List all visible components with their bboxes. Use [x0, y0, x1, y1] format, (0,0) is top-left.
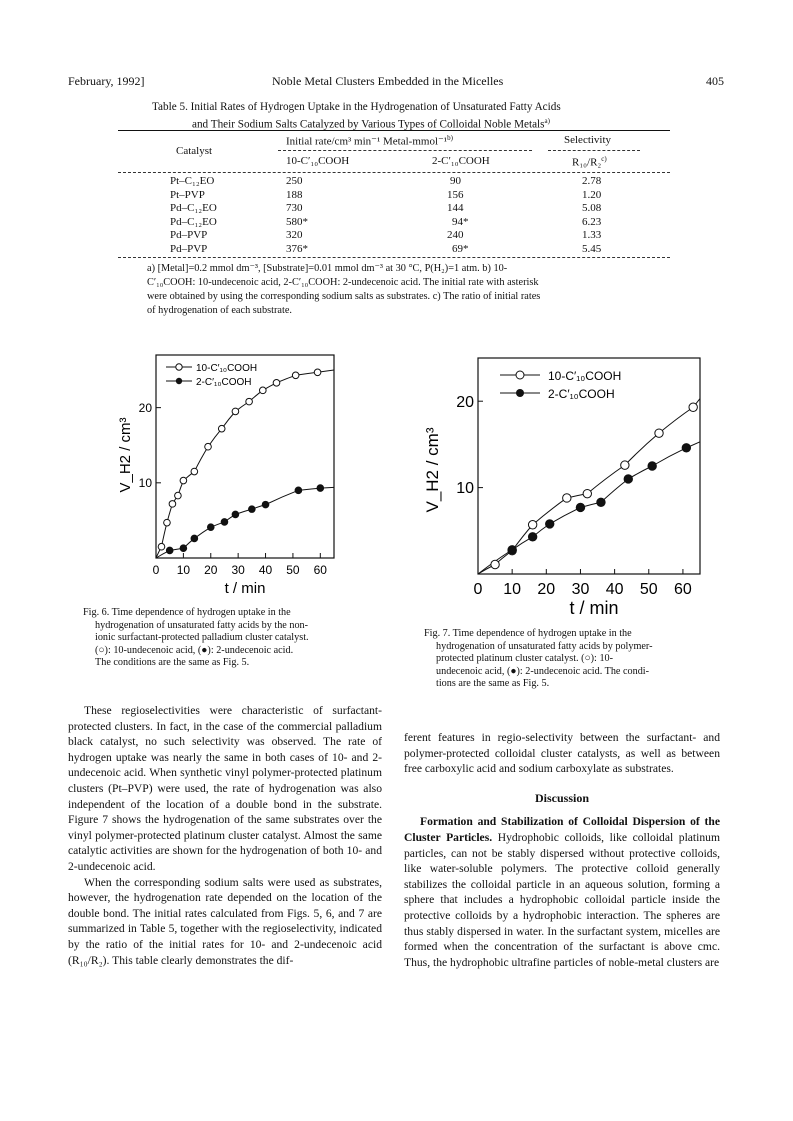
data-point-filled: [682, 444, 690, 452]
fig7-xlabel: t / min: [569, 598, 619, 618]
fig7-chart: [408, 350, 718, 625]
data-point-filled: [624, 475, 632, 483]
cell-r10: 580*: [286, 215, 308, 228]
data-point-filled: [648, 462, 656, 470]
cell-r2: 90: [450, 175, 461, 187]
th-rate-10: 10-C′₁₀COOH: [286, 155, 350, 167]
table-row: [170, 216, 650, 230]
fig7-ylabel: V_H2 / cm³: [423, 427, 442, 513]
data-point-open: [218, 425, 225, 432]
footnote-line: a) [Metal]=0.2 mmol dm⁻³, [Substrate]=0.01 mmol dm⁻³ at 30 °C, P(H₂)=1 atm. b) 10-: [147, 263, 508, 274]
table-row: [170, 243, 650, 257]
fig7-caption: [424, 628, 706, 691]
footnote-line: were obtained by using the corresponding sodium salts as substrates. c) The ratio of initial rates: [147, 291, 541, 302]
data-point-open: [164, 519, 171, 526]
x-tick-label: 40: [258, 563, 273, 577]
x-tick-label: 60: [674, 581, 692, 598]
cell-r2: 240: [447, 229, 464, 241]
y-tick-label: 20: [456, 393, 474, 411]
table-selectivity-rule: [548, 150, 640, 151]
cell-r2: 69*: [452, 242, 469, 255]
fig6-legend-marker-2: [176, 378, 182, 384]
data-point-open: [583, 489, 591, 497]
page-number: 405: [706, 74, 724, 88]
table-footnotes: [147, 262, 657, 318]
data-point-filled: [221, 519, 228, 526]
x-tick-label: 20: [537, 581, 556, 598]
cell-r10: 730: [286, 202, 303, 214]
fig6-caption-line: (○): 10-undecenoic acid, (●): 2-undecenoic acid.: [95, 644, 294, 656]
cell-catalyst: Pd–PVP: [170, 242, 208, 255]
cell-catalyst: Pd–C₁₂EO: [170, 202, 217, 214]
body-paragraph-discussion: [404, 814, 720, 970]
x-tick-label: 50: [639, 581, 658, 598]
fig7-legend-label-10: 10-C′₁₀COOH: [548, 369, 622, 383]
x-tick-label: 10: [176, 563, 191, 577]
fig6-caption: [83, 607, 365, 670]
table-caption: [152, 100, 642, 132]
fig7-caption-line: protected platinum cluster catalyst. (○): 10-: [436, 653, 614, 664]
left-column: [68, 703, 382, 968]
x-tick-label: 10: [503, 581, 522, 598]
x-tick-label: 60: [313, 563, 327, 577]
body-text: Hydrophobic colloids, like colloidal platinum particles, can not be stably dispersed without protective colloids, like water-soluble polymers. The protective colloid generally stabilizes the colloidal particle in an aqueous solution, forming a sphere that includes a hydrophobic colloidal particle inside the protective colloids by a hydrophobic interaction. The spheres are thus stably dispersed in water. In the surfactant system, micelles are formed when the concentration of the surfactant is above cmc. Thus, the hydrophobic ultrafine particles of noble-metal clusters are: [404, 830, 720, 969]
data-point-open: [273, 380, 280, 387]
fig7-caption-line: hydrogenation of unsaturated fatty acids by polymer-: [436, 640, 653, 652]
th-selectivity-sub: R₁₀/R₂: [572, 156, 602, 169]
th-selectivity-note: c): [601, 155, 607, 163]
fig7-legend-marker-10: [516, 371, 524, 379]
cell-catalyst: Pt–C₁₂EO: [170, 175, 215, 187]
footnote-line: C′₁₀COOH: 10-undecenoic acid, 2-C′₁₀COOH: 2-undecenoic acid. The initial rate with asterisk: [147, 277, 539, 288]
table-row: [170, 175, 650, 189]
table-row: [170, 229, 650, 243]
fig7-caption-line: Fig. 7. Time dependence of hydrogen uptake in the: [424, 628, 632, 639]
x-tick-label: 30: [231, 563, 245, 577]
header-date: February, 1992]: [68, 74, 145, 88]
cell-sel: 1.20: [582, 188, 602, 201]
data-point-open: [689, 403, 697, 411]
data-point-open: [563, 494, 571, 502]
table-row: [170, 189, 650, 203]
data-point-filled: [597, 498, 605, 506]
body-paragraph: When the corresponding sodium salts were used as substrates, however, the hydrogenation rate depended on the location of the double bond. The initial rates calculated from Figs. 5, 6, and 7 are summarized in Table 5, together with the regioselectivity, indicated by the ratio of the initial rates for 10- and 2-undecenoic acid (R₁₀/R₂). This table clearly demonstrates the dif-: [68, 875, 382, 967]
footnote-line: of hydrogenation of each substrate.: [147, 305, 292, 316]
th-selectivity: Selectivity: [564, 134, 612, 146]
fig6-legend-label-2: 2-C′₁₀COOH: [196, 377, 252, 388]
fig6-legend-label-10: 10-C′₁₀COOH: [196, 363, 258, 374]
cell-r2: 94*: [452, 215, 469, 228]
table-caption-line2: and Their Sodium Salts Catalyzed by Various Types of Colloidal Noble Metals: [192, 118, 545, 131]
fig6-legend: [166, 363, 257, 388]
section-heading: Discussion: [534, 790, 590, 805]
x-tick-label: 40: [605, 581, 624, 598]
table-header-rule: [118, 172, 670, 173]
x-tick-label: 50: [286, 563, 300, 577]
data-point-open: [175, 492, 182, 499]
data-point-open: [205, 443, 212, 450]
th-selectivity-sub-wrap: [572, 155, 607, 169]
th-catalyst: Catalyst: [176, 145, 213, 157]
table-rate-rule: [278, 150, 532, 151]
data-point-open: [528, 521, 536, 529]
data-point-filled: [576, 503, 584, 511]
cell-sel: 6.23: [582, 215, 602, 228]
data-point-open: [232, 408, 239, 415]
data-point-open: [169, 501, 176, 508]
cell-r2: 144: [447, 202, 464, 214]
data-point-filled: [546, 520, 554, 528]
data-point-open: [314, 369, 321, 376]
data-point-filled: [180, 545, 187, 552]
data-point-filled: [232, 511, 239, 518]
fig7-caption-line: undecenoic acid, (●): 2-undecenoic acid. The condi-: [436, 665, 650, 677]
fig6-xlabel: t / min: [224, 580, 266, 597]
cell-r10: 188: [286, 188, 303, 201]
data-point-open: [621, 461, 629, 469]
table-caption-note: a): [544, 117, 550, 125]
data-point-open: [191, 468, 198, 475]
fig6-ylabel: V_H2 / cm³: [117, 417, 134, 493]
running-title: Noble Metal Clusters Embedded in the Micelles: [272, 74, 504, 88]
table-row: [170, 202, 650, 216]
data-point-filled: [166, 547, 173, 554]
fig6-curve-10: [156, 370, 334, 558]
x-tick-label: 0: [473, 581, 483, 598]
fig7-legend: [500, 369, 621, 401]
body-paragraph: These regioselectivities were characteristic of surfactant-protected clusters. In fact, in the case of the commercial palladium black catalyst, no such selectivity was observed. The rate of hydrogen uptake was nearly the same in both cases of 10- and 2-undecenoic acid. When synthetic vinyl polymer-protected platinum clusters (Pt–PVP) were used, the rate of hydrogenation was also independent of the location of a double bond in the substrate. Figure 7 shows the hydrogenation of the same substrates over the vinyl polymer-protected platinum cluster catalyst. Almost the same catalytic activities are shown for the hydrogenation of both 10- and 2-undecenoic acid.: [68, 704, 382, 873]
fig6-caption-line: The conditions are the same as Fig. 5.: [95, 657, 250, 668]
x-tick-label: 30: [571, 581, 590, 598]
th-rate-note: b): [447, 134, 453, 142]
th-rate-group-wrap: [286, 134, 453, 148]
data-point-open: [292, 372, 299, 379]
run-in-heading: Formation and Stabilization of Colloidal Dispersion of the Cluster Particles.: [404, 815, 720, 844]
x-tick-label: 20: [204, 563, 218, 577]
th-rate-2: 2-C′₁₀COOH: [432, 155, 490, 167]
fig6-caption-line: Fig. 6. Time dependence of hydrogen uptake in the: [83, 607, 291, 618]
data-point-filled: [249, 506, 256, 513]
cell-sel: 1.33: [582, 229, 602, 241]
data-point-filled: [295, 487, 302, 494]
data-point-open: [491, 560, 499, 568]
table-bottom-rule: [118, 257, 670, 258]
y-tick-label: 20: [138, 400, 152, 415]
cell-r2: 156: [447, 188, 464, 201]
table-body: [170, 175, 650, 256]
fig7-legend-marker-2: [516, 389, 524, 397]
data-point-open: [655, 429, 663, 437]
th-rate-group: Initial rate/cm³ min⁻¹ Metal-mmol⁻¹: [286, 135, 448, 148]
cell-catalyst: Pt–PVP: [170, 188, 205, 201]
cell-r10: 250: [286, 175, 303, 187]
fig6-points: [158, 369, 323, 554]
data-point-open: [180, 477, 187, 484]
data-point-filled: [207, 524, 214, 531]
table-caption-line1: Table 5. Initial Rates of Hydrogen Uptake in the Hydrogenation of Unsaturated Fatty Acids: [152, 101, 561, 113]
body-paragraph: ferent features in regio-selectivity between the surfactant- and polymer-protected colloidal cluster catalysts, as well as between free carboxylic acid and sodium carboxylate as substrates.: [404, 731, 720, 776]
table-top-rule: [118, 130, 670, 131]
fig6-legend-marker-10: [176, 364, 182, 370]
cell-r10: 320: [286, 229, 303, 241]
fig6-caption-line: hydrogenation of unsaturated fatty acids by the non-: [95, 619, 309, 631]
cell-catalyst: Pd–PVP: [170, 229, 208, 241]
fig6-caption-line: ionic surfactant-protected palladium cluster catalyst.: [95, 632, 309, 643]
x-tick-label: 0: [152, 563, 160, 577]
y-tick-label: 10: [456, 480, 474, 498]
fig6-chart: [100, 345, 350, 607]
data-point-filled: [508, 546, 516, 554]
fig7-caption-line: tions are the same as Fig. 5.: [436, 678, 550, 689]
data-point-filled: [528, 533, 536, 541]
y-tick-label: 10: [138, 476, 152, 491]
cell-sel: 5.45: [582, 242, 602, 255]
right-column: [404, 730, 720, 970]
data-point-open: [246, 398, 253, 405]
cell-sel: 2.78: [582, 175, 602, 187]
data-point-filled: [191, 535, 198, 542]
data-point-filled: [317, 485, 324, 492]
data-point-filled: [262, 501, 269, 508]
cell-sel: 5.08: [582, 202, 602, 214]
data-point-open: [260, 387, 267, 394]
cell-catalyst: Pd–C₁₂EO: [170, 215, 217, 228]
cell-r10: 376*: [286, 242, 308, 255]
fig7-legend-label-2: 2-C′₁₀COOH: [548, 387, 615, 401]
data-point-open: [158, 543, 165, 550]
